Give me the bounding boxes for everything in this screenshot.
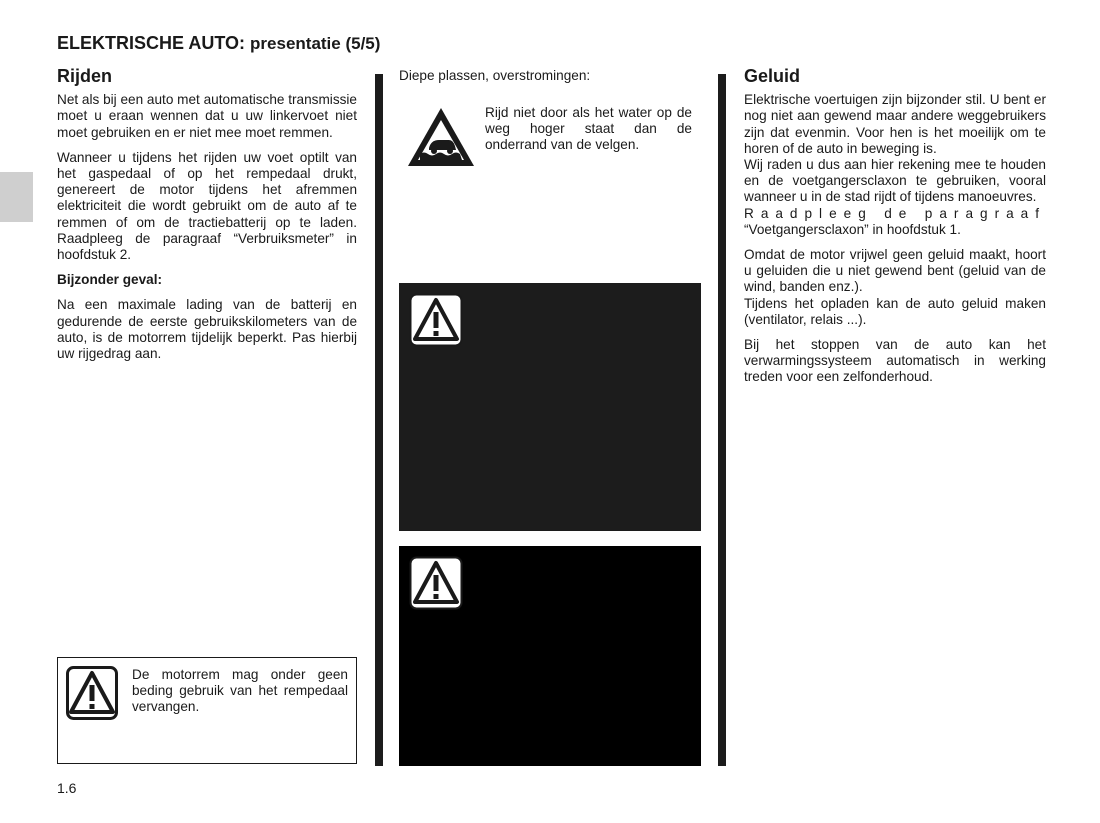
warning-icon xyxy=(66,666,118,720)
flooding-warning-text: Rijd niet door als het water op de weg hoger staat dan de onderrand van de velgen. xyxy=(485,105,692,153)
column-sound xyxy=(744,68,1046,395)
sound-reference-target: “Voetgangersclaxon” in hoofdstuk 1. xyxy=(744,221,961,237)
column-divider-2 xyxy=(718,74,726,766)
sound-paragraph-4: Omdat de motor vrijwel geen geluid maakt, hoort u geluiden die u niet gewend bent (geluid van de wind, banden enz.). xyxy=(744,247,1046,295)
heading-driving: Rijden xyxy=(57,66,113,86)
driving-paragraph-2: Wanneer u tijdens het rijden uw voet optilt van het gaspedaal of op het rempedaal drukt, genereert de motor tijdens het afremmen elektriciteit die wordt gebruikt om de auto af te remmen of om de tractiebatterij op te laden. Raadpleeg de paragraaf “Verbruiksmeter” in hoofdstuk 2. xyxy=(57,149,357,263)
warning-box-1 xyxy=(399,283,701,531)
title-main: ELEKTRISCHE AUTO: xyxy=(57,33,246,53)
sound-paragraph-3 xyxy=(744,206,1046,238)
sound-paragraph-5: Tijdens het opladen kan de auto geluid maken (ventilator, relais ...). xyxy=(744,295,1046,327)
warning-icon xyxy=(409,556,463,610)
sound-paragraph-6: Bij het stoppen van de auto kan het verwarmingssysteem automatisch in werking treden voor een zelfonderhoud. xyxy=(744,337,1046,385)
engine-brake-warning xyxy=(57,657,357,764)
page-title xyxy=(57,33,380,54)
page-number: 1.6 xyxy=(57,780,77,796)
sound-paragraph-2: Wij raden u dus aan hier rekening mee te houden en de voetgangersclaxon te gebruiken, vooral wanneer u in de stad rijdt of tijdens manoeuvres. xyxy=(744,157,1046,205)
heading-sound: Geluid xyxy=(744,66,801,86)
sound-reference-line: Raadpleeg de paragraaf xyxy=(744,205,1046,221)
title-sub: presentatie (5/5) xyxy=(250,34,381,53)
chapter-tab xyxy=(0,172,33,222)
flooded-road-icon xyxy=(405,104,477,170)
column-flooding xyxy=(399,68,701,93)
engine-brake-warning-text: De motorrem mag onder geen beding gebruik van het rempedaal vervangen. xyxy=(132,667,348,715)
flooding-intro: Diepe plassen, overstromingen: xyxy=(399,68,591,83)
column-driving xyxy=(57,68,357,371)
sound-paragraph-1: Elektrische voertuigen zijn bijzonder stil. U bent er nog niet aan gewend maar andere weggebruikers zijn dat evenmin. Voor hen is het moeilijk om te horen of de auto in beweging is. xyxy=(744,92,1046,156)
driving-paragraph-1: Net als bij een auto met automatische transmissie moet u eraan wennen dat u uw linkervoet niet moet gebruiken en er niet mee moet remmen. xyxy=(57,92,357,140)
driving-paragraph-3: Na een maximale lading van de batterij en gedurende de eerste gebruikskilometers van de auto, is de motorrem tijdelijk beperkt. Pas hierbij uw rijgedrag aan. xyxy=(57,297,357,362)
warning-box-2 xyxy=(399,546,701,766)
warning-icon xyxy=(409,293,463,347)
special-case-heading: Bijzonder geval: xyxy=(57,272,162,288)
column-divider-1 xyxy=(375,74,383,766)
